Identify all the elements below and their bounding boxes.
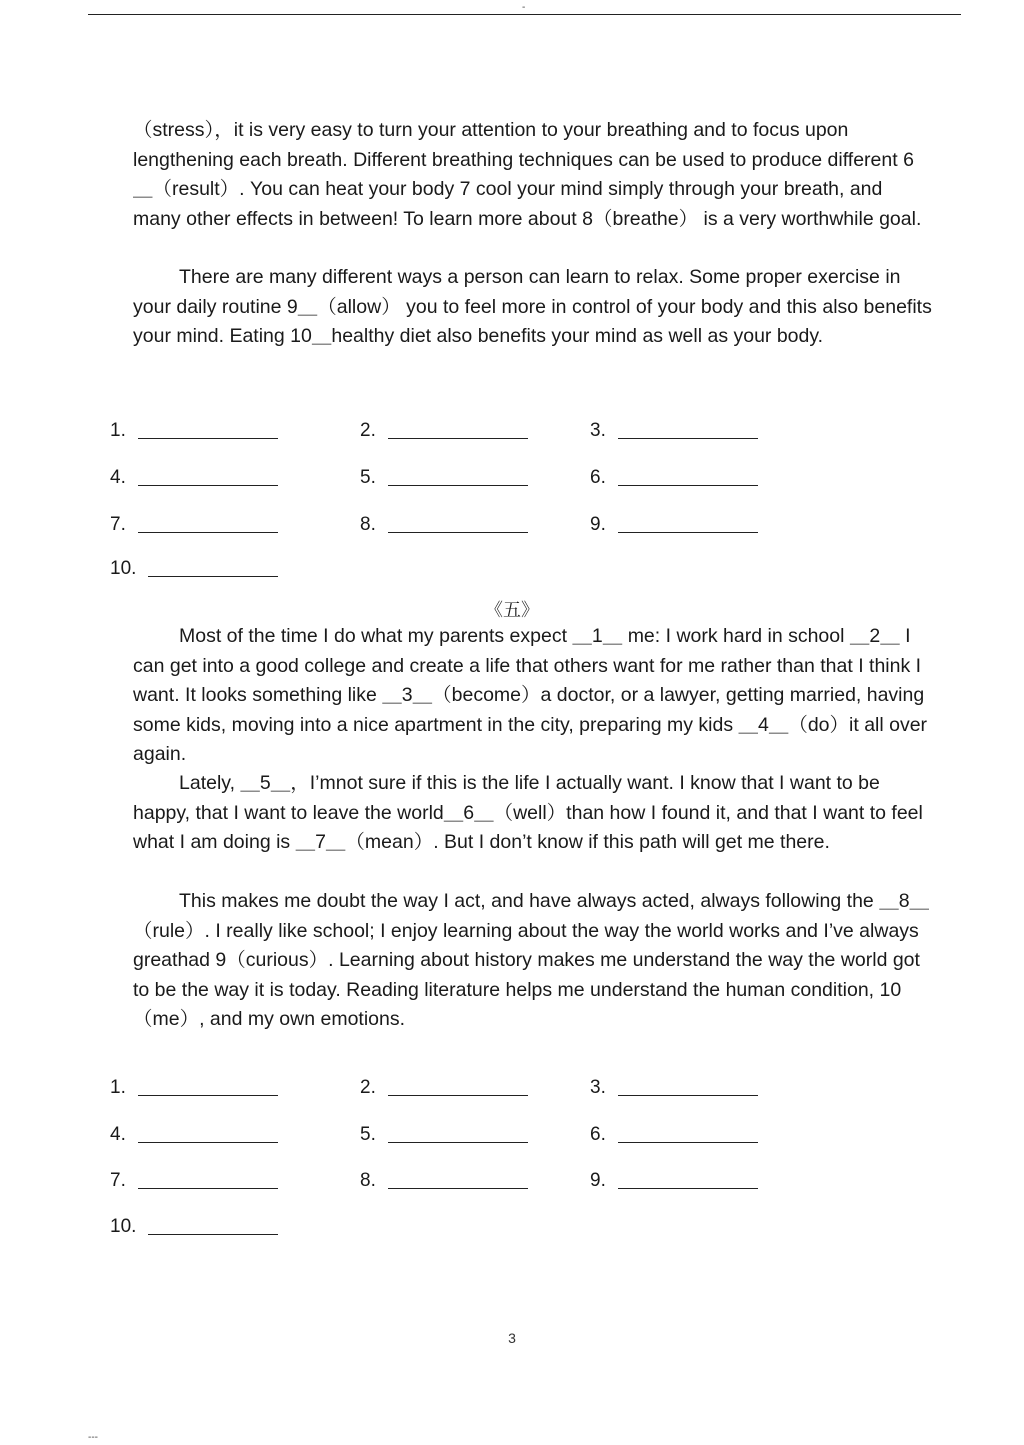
answer-blank[interactable]: 10. — [110, 1216, 278, 1238]
answer-blank[interactable]: 3. — [590, 1077, 758, 1099]
header-rule — [88, 14, 961, 15]
answer-blank[interactable]: 1. — [110, 1077, 278, 1099]
page-number: 3 — [508, 1330, 516, 1346]
answer-blank[interactable]: 8. — [360, 1170, 528, 1192]
passage4-paragraph-2: There are many different ways a person can learn to relax. Some proper exercise in your daily routine 9＿（allow） you to feel more in control of your body and this also benefits your mind. Eating 10＿healthy diet also benefits your mind as well as your body. — [133, 266, 932, 347]
answer-blank[interactable]: 6. — [590, 1124, 758, 1146]
answer-blank[interactable]: 7. — [110, 1170, 278, 1192]
answer-blank[interactable]: 10. — [110, 558, 278, 580]
answer-blank[interactable]: 6. — [590, 467, 758, 489]
passage5-paragraph-2: Lately, ＿5＿，I’mnot sure if this is the life I actually want. I know that I want to be happy, that I want to leave the world＿6＿（well）than how I found it, and that I want to feel what I am doing is ＿7＿（mean）. But I don’t know if this path will get me there. — [133, 772, 923, 853]
answer-blank[interactable]: 2. — [360, 1077, 528, 1099]
header-mark: - — [522, 2, 526, 13]
passage5-paragraph-3: This makes me doubt the way I act, and have always acted, always following the ＿8＿（rule）. I really like school; I enjoy learning about the way the world works and I’ve always greathad 9（curious）. Learning about history makes me understand the way the world got to be the way it is today. Reading literature helps me understand the human condition, 10（me）, and my own emotions. — [133, 890, 930, 1030]
answer-blank[interactable]: 9. — [590, 514, 758, 536]
answer-blank[interactable]: 9. — [590, 1170, 758, 1192]
answer-blank[interactable]: 3. — [590, 420, 758, 442]
answer-blank[interactable]: 8. — [360, 514, 528, 536]
passage5-paragraph-1: Most of the time I do what my parents expect ＿1＿ me: I work hard in school ＿2＿ I can get into a good college and create a life that others want for me rather than that I think I want. It looks something like ＿3＿（become）a doctor, or a lawyer, getting married, having some kids, moving into a nice apartment in the city, preparing my kids ＿4＿（do）it all over again. — [133, 625, 928, 765]
answer-blank[interactable]: 5. — [360, 467, 528, 489]
answer-blank[interactable]: 2. — [360, 420, 528, 442]
footer-mark: --- — [88, 1432, 98, 1443]
answer-blank[interactable]: 1. — [110, 420, 278, 442]
answer-blank[interactable]: 4. — [110, 467, 278, 489]
answer-blank[interactable]: 4. — [110, 1124, 278, 1146]
passage4-paragraph-1: （stress），it is very easy to turn your attention to your breathing and to focus upon lengthening each breath. Different breathing techniques can be used to produce different 6＿（result）. You can heat your body 7 cool your mind simply through your breath, and many other effects in between! To learn more about 8（breathe） is a very worthwhile goal. — [133, 119, 922, 230]
section-title: 《五》 — [485, 600, 539, 621]
answer-blank[interactable]: 5. — [360, 1124, 528, 1146]
answer-blank[interactable]: 7. — [110, 514, 278, 536]
